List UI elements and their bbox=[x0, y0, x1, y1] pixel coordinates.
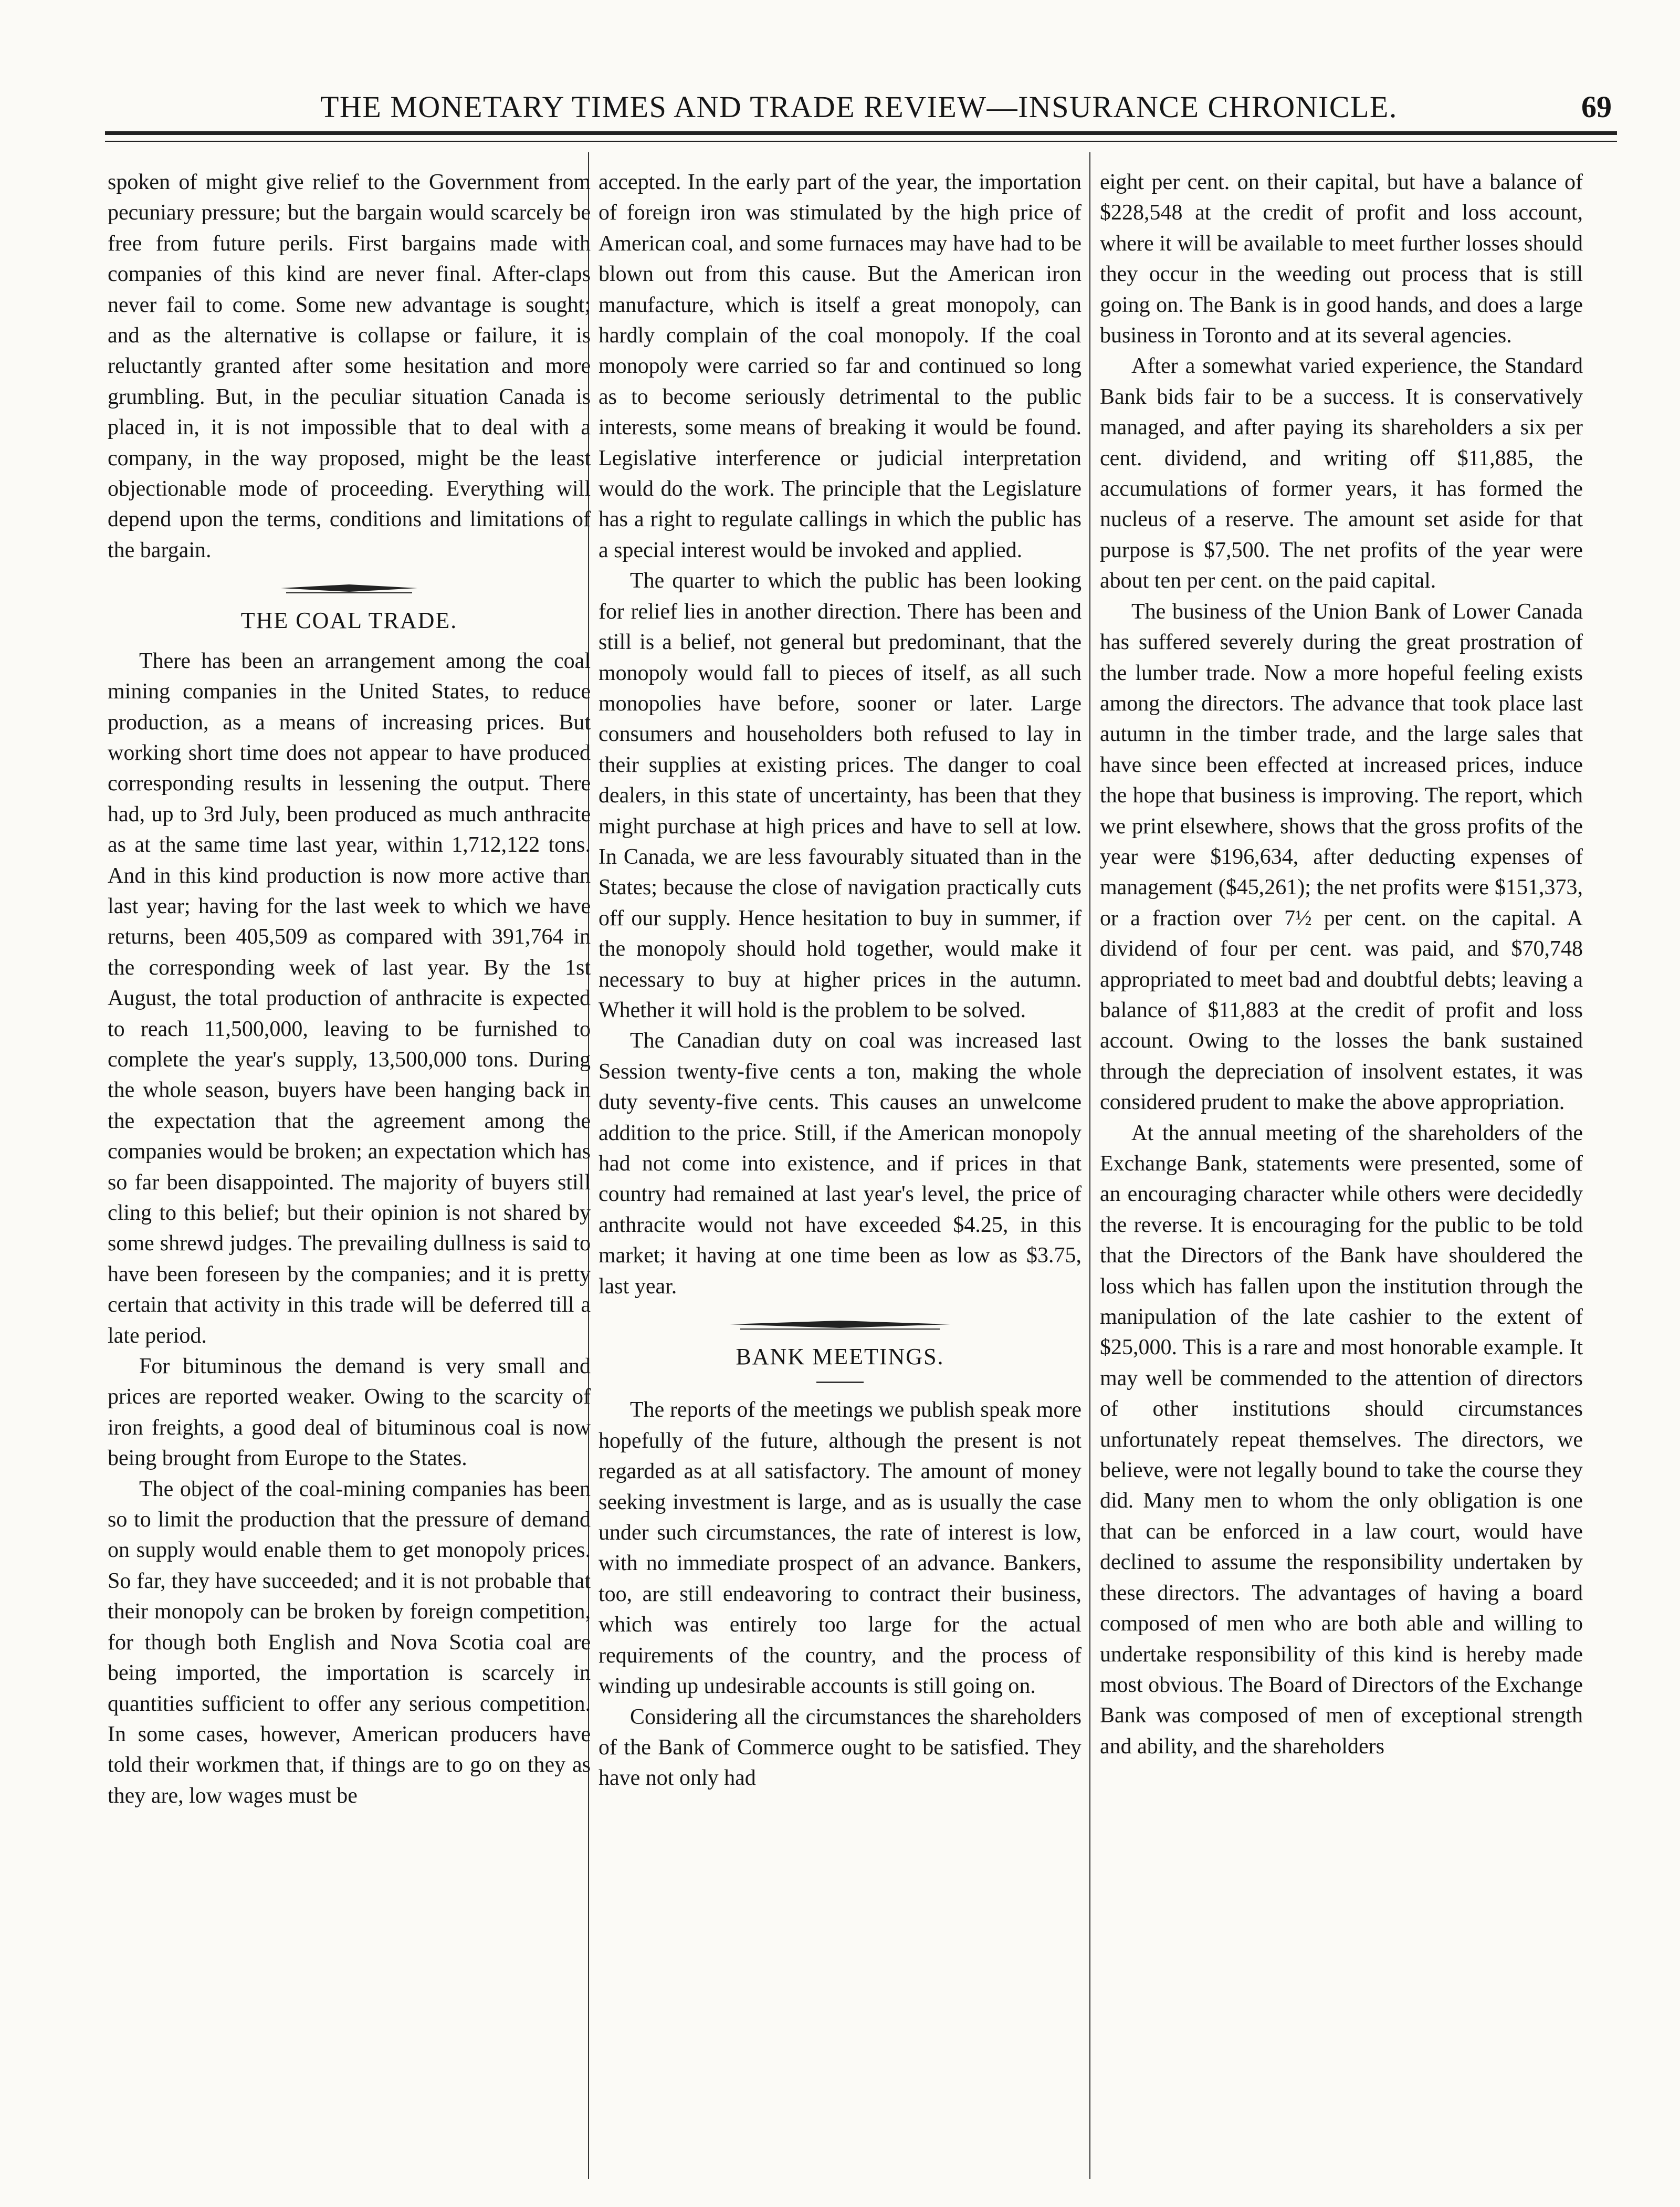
paragraph: The quarter to which the public has been looking for relief lies in another direction. There has been and still is a belief, not general but predominant, that the monopoly would fall to pieces of itself, as all such monopolies have before, sooner or later. Large consumers and householders both refused to lay in their supplies at existing prices. The danger to coal dealers, in this state of uncertainty, has been that they might purchase at high prices and have to sell at low. In Canada, we are less favourably situated than in the States; because the close of navigation practically cuts off our supply. Hence hesitation to buy in summer, if the monopoly should hold together, would make it necessary to buy at higher prices in the autumn. Whether it will hold is the problem to be solved. bbox=[598, 569, 1082, 1022]
running-title: THE MONETARY TIMES AND TRADE REVIEW—INSURANCE CHRONICLE. bbox=[320, 90, 1398, 124]
header-rule-thick bbox=[105, 131, 1617, 135]
paragraph: The business of the Union Bank of Lower Canada has suffered severely during the great prostration of the lumber trade. Now a more hopeful feeling exists among the directors. The advance that took place last autumn in the timber trade, and the large sales that have since been effected at increased prices, induce the hope that business is improving. The report, which we print elsewhere, shows that the gross profits of the year were $196,634, after deducting expenses of management ($45,261); the net profits were $151,373, or a fraction over 7½ per cent. on the capital. A dividend of four per cent. was paid, and $70,748 appropriated to meet bad and doubtful debts; leaving a balance of $11,883 at the credit of profit and loss account. Owing to the losses the bank sustained through the depreciation of insolvent estates, it was considered prudent to make the above appropriation. bbox=[1100, 599, 1583, 1115]
paragraph: At the annual meeting of the shareholders of the Exchange Bank, statements were presented, some of an encouraging character while others were decidedly the reverse. It is encouraging for the public to be told that the Directors of the Bank have shouldered the loss which has fallen upon the institution through the manipulation of the late cashier to the extent of $25,000. This is a rare and most honorable example. It may well be commended to the attention of directors of other institutions should circumstances unfortunately repeat themselves. The directors, we believe, were not legally bound to take the course they did. Many men to whom the only obligation is one that can be enforced in a law court, would have declined to assume the responsibility undertaken by these directors. The advantages of having a board composed of men who are both able and willing to undertake responsibility of this kind is hereby made most obvious. The Board of Directors of the Exchange Bank was composed of men of exceptional strength and ability, and the shareholders bbox=[1100, 1121, 1583, 1759]
paragraph: There has been an arrangement among the coal mining companies in the United States, to reduce production, as a means of increasing prices. But working short time does not appear to have produced corresponding results in lessening the output. There had, up to 3rd July, been produced as much anthracite as at the same time last year, within 1,712,122 tons. And in this kind production is now more active than last year; having for the last week to which we have returns, been 405,509 as compared with 391,764 in the corresponding week of last year. By the 1st August, the total production of anthracite is expected to reach 11,500,000, leaving to be furnished to complete the year's supply, 13,500,000 tons. During the whole season, buyers have been hanging back in the expectation that the agreement among the companies would be broken; an expectation which has so far been disappointed. The majority of buyers still cling to this belief; but their opinion is not shared by some shrewd judges. The prevailing dullness is said to have been foreseen by the companies; and it is pretty certain that activity in this trade will be deferred till a late period. bbox=[108, 648, 591, 1348]
section-heading-coal-trade: THE COAL TRADE. bbox=[240, 608, 458, 634]
page-header bbox=[105, 85, 1617, 132]
paragraph: The reports of the meetings we publish speak more hopefully of the future, although the present is not regarded as at all satisfactory. The amount of money seeking investment is large, and as is usually the case under such circumstances, the rate of interest is low, with no immediate prospect of an advance. Bankers, too, are still endeavoring to contract their business, which was entirely too large for the actual requirements of the country, and the process of winding up undesirable accounts is still going on. bbox=[598, 1398, 1082, 1699]
column-1 bbox=[108, 167, 591, 1811]
paragraph: After a somewhat varied experience, the Standard Bank bids fair to be a success. It is conservatively managed, and after paying its shareholders a six per cent. dividend, and writing off $11,885, the accumulations of former years, it has formed the nucleus of a reserve. The amount set aside for that purpose is $7,500. The net profits of the year were about ten per cent. on the paid capital. bbox=[1100, 354, 1583, 593]
paragraph: The object of the coal-mining companies has been so to limit the production that the pressure of demand on supply would enable them to get monopoly prices. So far, they have succeeded; and it is not probable that their monopoly can be broken by foreign competition, for though both English and Nova Scotia coal are being imported, the importation is scarcely in quantities sufficient to offer any serious competition. In some cases, however, American producers have told their workmen that, if things are to go on they as they are, low wages must be bbox=[108, 1477, 591, 1808]
paragraph: eight per cent. on their capital, but have a balance of $228,548 at the credit of profit and loss account, where it will be available to meet further losses should they occur in the weeding out process that is still going on. The Bank is in good hands, and does a large business in Toronto and at its several agencies. bbox=[1100, 170, 1583, 348]
paragraph: For bituminous the demand is very small and prices are reported weaker. Owing to the scarcity of iron freights, a good deal of bituminous coal is now being brought from Europe to the States. bbox=[108, 1354, 591, 1471]
column-2 bbox=[598, 167, 1082, 1794]
column-divider bbox=[1089, 152, 1090, 2179]
section-ornament bbox=[281, 582, 417, 594]
heading-underline bbox=[816, 1382, 864, 1383]
section-ornament bbox=[730, 1319, 950, 1330]
paragraph: The Canadian duty on coal was increased last Session twenty-five cents a ton, making the whole duty seventy-five cents. This causes an unwelcome addition to the price. Still, if the American monopoly had not come into existence, and if prices in that country had remained at last year's level, the price of anthracite would not have exceeded $4.25, in this market; it having at one time been as low as $3.75, last year. bbox=[598, 1029, 1082, 1299]
header-rule-thin bbox=[105, 141, 1617, 142]
section-heading-bank-meetings: BANK MEETINGS. bbox=[736, 1344, 944, 1370]
column-3 bbox=[1100, 167, 1583, 1762]
paragraph: spoken of might give relief to the Government from pecuniary pressure; but the bargain would scarcely be free from future perils. First bargains made with companies of this kind are never final. After-claps never fail to come. Some new advantage is sought; and as the alternative is collapse or failure, it is reluctantly granted after some hesitation and more grumbling. But, in the peculiar situation Canada is placed in, it is not impossible that to deal with a company, in the way proposed, might be the least objectionable mode of proceeding. Everything will depend upon the terms, conditions and limitations of the bargain. bbox=[108, 170, 591, 562]
page-number: 69 bbox=[1581, 90, 1612, 124]
paragraph: Considering all the circumstances the shareholders of the Bank of Commerce ought to be satisfied. They have not only had bbox=[598, 1704, 1082, 1791]
paragraph: accepted. In the early part of the year, the importation of foreign iron was stimulated by the high price of American coal, and some furnaces may have had to be blown out from this cause. But the American iron manufacture, which is itself a great monopoly, can hardly complain of the coal monopoly. If the coal monopoly were carried so far and continued so long as to become seriously detrimental to the public interests, some means of breaking it would be found. Legislative interference or judicial interpretation would do the work. The principle that the Legislature has a right to regulate callings in which the public has a special interest would be invoked and applied. bbox=[598, 170, 1082, 562]
